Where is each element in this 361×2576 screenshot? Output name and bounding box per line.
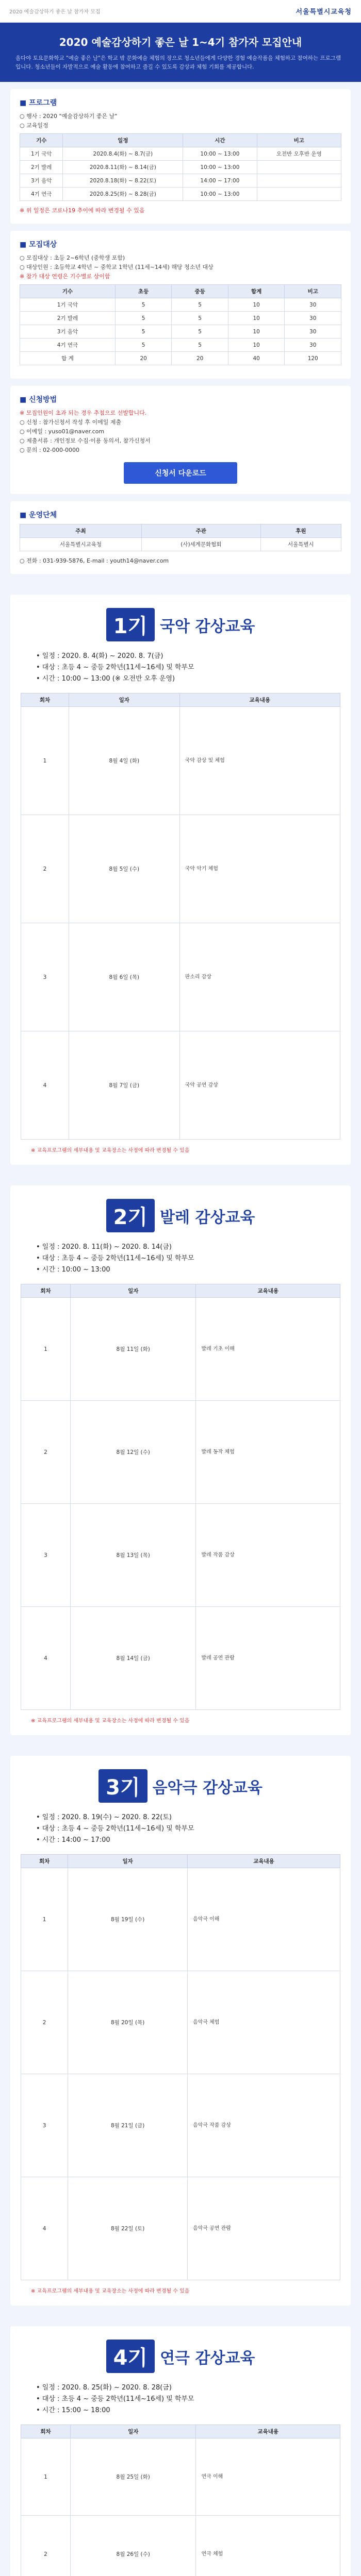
cell: [257, 174, 341, 188]
contact-section: [10, 501, 351, 574]
week-info-item: • 시간 : 10:00 ~ 13:00: [36, 1266, 110, 1274]
week-info-item: • 시간 : 15:00 ~ 18:00: [36, 2406, 110, 2414]
week-col: 일자: [70, 2425, 196, 2438]
week-info-item: • 일정 : 2020. 8. 25(화) ~ 2020. 8. 28(금): [36, 2384, 172, 2392]
cell: 5: [172, 338, 228, 352]
program-section: [10, 89, 351, 224]
cell: 5: [172, 312, 228, 325]
cell: 8월 26일 (수): [70, 2516, 196, 2576]
cell: 8월 11일 (화): [70, 1298, 196, 1401]
cell: 10:00 ~ 13:00: [183, 161, 257, 174]
cell: 2: [21, 1401, 71, 1504]
cell: 5: [115, 298, 172, 312]
contact-table: [20, 524, 341, 551]
apply-section: [10, 386, 351, 494]
table-row: [20, 298, 341, 312]
week-col: 일자: [68, 1855, 188, 1868]
cell: [257, 161, 341, 174]
apply-item: ○ 문의 : 02-000-0000: [20, 447, 79, 453]
week-table: [21, 1854, 340, 2280]
apply-item: ○ 이메일 : yuso01@naver.com: [20, 428, 105, 435]
week-footnote: ※ 교육프로그램의 세부내용 및 교육장소는 사정에 따라 변경될 수 있음: [31, 2289, 190, 2294]
week-title: 발레 감상교육: [160, 1208, 255, 1227]
cell: 1: [21, 707, 69, 815]
week-info-item: • 시간 : 14:00 ~ 17:00: [36, 1836, 110, 1844]
cell: 10: [228, 312, 285, 325]
cell: 발레 작품 감상: [196, 1504, 340, 1607]
cell: 2기 발레: [20, 312, 116, 325]
recruit-col: 기수: [20, 285, 116, 298]
table-row: [20, 338, 341, 352]
cell: 2020.8.11(화) ~ 8.14(금): [63, 161, 183, 174]
top-bar-title: 2020 예술감상하기 좋은 날 참가자 모집: [9, 9, 101, 15]
cell: 8월 21일 (금): [68, 2074, 188, 2177]
download-application-button[interactable]: 신청서 다운로드: [124, 462, 237, 484]
program-label-2: ○ 교육일정: [20, 122, 48, 129]
week-number: 3기: [99, 1769, 147, 1803]
cell: (사)세계문화협회: [141, 538, 260, 551]
recruit-item: ○ 모집대상 : 초등 2~6학년 (중학생 포함): [20, 255, 125, 261]
cell: 30: [285, 338, 341, 352]
recruit-item: ○ 대상인원 : 초등학교 4학년 ~ 중학교 1학년 (11세~14세) 해당 청소년 대상: [20, 264, 214, 270]
cell: 2: [21, 1971, 68, 2074]
cell: 4: [21, 1607, 71, 1710]
recruit-heading: ■ 모집대상: [20, 241, 57, 249]
cell: 5: [172, 298, 228, 312]
week-3-section: [10, 1756, 351, 2306]
cell: 4기 연극: [20, 338, 116, 352]
table-row: [20, 312, 341, 325]
cell: 10:00 ~ 13:00: [183, 147, 257, 161]
cell: 오전반 오후반 운영: [257, 147, 341, 161]
week-info-item: • 시간 : 10:00 ~ 13:00 (※ 오전반 오후 운영): [36, 675, 175, 683]
table-row: [21, 2438, 340, 2516]
cell: 10: [228, 298, 285, 312]
table-row: [20, 188, 341, 201]
cell: 4: [21, 2177, 68, 2280]
week-number: 2기: [106, 1199, 155, 1232]
cell: 10:00 ~ 13:00: [183, 188, 257, 201]
week-col: 회차: [21, 1284, 71, 1298]
recruit-item: ※ 참가 대상 연령은 기수별로 상이함: [20, 273, 110, 280]
week-info-item: • 대상 : 초등 4 ~ 중등 2학년(11세~16세) 및 학부모: [36, 1825, 194, 1833]
cell: 8월 7일 (금): [69, 1031, 179, 1140]
cell: 10: [228, 338, 285, 352]
table-row: [21, 2177, 340, 2280]
cell: 국악 악기 체험: [179, 815, 340, 923]
cell: 음악극 이해: [187, 1868, 340, 1971]
table-row: [21, 815, 340, 923]
cell: 1: [21, 1298, 71, 1401]
cell: 1기 국악: [20, 298, 116, 312]
week-title: 연극 감상교육: [160, 2349, 255, 2367]
cell: 8월 14일 (금): [70, 1607, 196, 1710]
cell: 1: [21, 1868, 68, 1971]
cell: 8월 6일 (목): [69, 923, 179, 1031]
recruit-section: [10, 231, 351, 379]
apply-item: ○ 제출서류 : 개인정보 수집·이용 동의서, 참가신청서: [20, 437, 151, 444]
recruit-col: 비고: [285, 285, 341, 298]
week-1-section: [10, 595, 351, 1165]
week-col: 교육내용: [196, 2425, 340, 2438]
cell: 합 계: [20, 352, 116, 365]
week-title: 음악극 감상교육: [152, 1778, 262, 1797]
cell: 연극 이해: [196, 2438, 340, 2516]
cell: 2020.8.18(화) ~ 8.22(토): [63, 174, 183, 188]
week-info-item: • 대상 : 초등 4 ~ 중등 2학년(11세~16세) 및 학부모: [36, 2395, 194, 2403]
cell: 30: [285, 325, 341, 338]
cell: 5: [115, 325, 172, 338]
week-number: 4기: [106, 2340, 155, 2373]
apply-heading: ■ 신청방법: [20, 396, 57, 404]
week-col: 회차: [21, 693, 69, 707]
week-number: 1기: [106, 608, 155, 641]
cell: 8월 25일 (화): [70, 2438, 196, 2516]
cell: 8월 5일 (수): [69, 815, 179, 923]
top-logo: 서울특별시교육청: [296, 8, 352, 16]
program-col: 비고: [257, 134, 341, 147]
hero-description: 올다야 토요문화학교 "예술 좋은 날"은 학교 밖 문화예술 체험의 장으로 청소년들에게 다양한 경험 예술작품을 체험하고 참여하는 프로그램입니다. 청소년들이 자발적으로 예술 활동에 참여하고 즐길 수 있도록 감상과 체험 기회를 제공합니다.: [15, 55, 341, 70]
week-footnote: ※ 교육프로그램의 세부내용 및 교육장소는 사정에 따라 변경될 수 있음: [31, 1148, 190, 1154]
cell: 판소리 감상: [179, 923, 340, 1031]
week-4-section: [10, 2326, 351, 2576]
week-col: 일자: [70, 1284, 196, 1298]
table-row: [21, 923, 340, 1031]
week-col: 회차: [21, 1855, 68, 1868]
page-title: 2020 예술감상하기 좋은 날 1~4기 참가자 모집안내: [59, 36, 302, 48]
recruit-col: 합계: [228, 285, 285, 298]
program-col: 시간: [183, 134, 257, 147]
table-row: [20, 538, 341, 551]
cell: 발레 동작 체험: [196, 1401, 340, 1504]
cell: [257, 188, 341, 201]
week-footnote: ※ 교육프로그램의 세부내용 및 교육장소는 사정에 따라 변경될 수 있음: [31, 1718, 190, 1724]
contact-col: 주관: [141, 524, 260, 538]
contact-phone: ○ 전화 : 031-939-5876, E-mail : youth14@naver.com: [20, 557, 169, 564]
week-title: 국악 감상교육: [160, 617, 255, 636]
cell: 3: [21, 2074, 68, 2177]
cell: 발레 기초 이해: [196, 1298, 340, 1401]
table-row: [21, 2074, 340, 2177]
week-table: [21, 2425, 340, 2576]
week-info-item: • 대상 : 초등 4 ~ 중등 2학년(11세~16세) 및 학부모: [36, 1255, 194, 1262]
cell: 2: [21, 2516, 71, 2576]
cell: 2020.8.4(화) ~ 8.7(금): [63, 147, 183, 161]
week-info-item: • 일정 : 2020. 8. 19(수) ~ 2020. 8. 22(토): [36, 1814, 172, 1821]
cell: 8월 22일 (토): [68, 2177, 188, 2280]
hero-banner: [0, 23, 361, 82]
cell: 8월 19일 (수): [68, 1868, 188, 1971]
table-row: [21, 1971, 340, 2074]
cell: 8월 12일 (수): [70, 1401, 196, 1504]
table-row: [20, 147, 341, 161]
week-info-item: • 대상 : 초등 4 ~ 중등 2학년(11세~16세) 및 학부모: [36, 664, 194, 671]
cell: 5: [172, 325, 228, 338]
cell: 8월 4일 (화): [69, 707, 179, 815]
week-col: 교육내용: [196, 1284, 340, 1298]
recruit-col: 초등: [115, 285, 172, 298]
week-info-item: • 일정 : 2020. 8. 4(화) ~ 2020. 8. 7(금): [36, 652, 163, 660]
cell: 서울특별시: [260, 538, 341, 551]
program-table: [20, 133, 341, 201]
cell: 30: [285, 298, 341, 312]
apply-item: ※ 모집인원이 초과 되는 경우 추첨으로 선발합니다.: [20, 410, 147, 416]
cell: 8월 13일 (목): [70, 1504, 196, 1607]
cell: 음악극 체험: [187, 1971, 340, 2074]
cell: 40: [228, 352, 285, 365]
cell: 4: [21, 1031, 69, 1140]
week-table: [21, 693, 340, 1140]
cell: 2: [21, 815, 69, 923]
table-row: [21, 1868, 340, 1971]
table-total-row: [20, 352, 341, 365]
cell: 발레 공연 관람: [196, 1607, 340, 1710]
cell: 5: [115, 338, 172, 352]
cell: 국악 공연 감상: [179, 1031, 340, 1140]
cell: 8월 20일 (목): [68, 1971, 188, 2074]
cell: 14:00 ~ 17:00: [183, 174, 257, 188]
week-col: 회차: [21, 2425, 71, 2438]
contact-col: 후원: [260, 524, 341, 538]
week-col: 일자: [69, 693, 179, 707]
cell: 120: [285, 352, 341, 365]
table-row: [20, 174, 341, 188]
cell: 10: [228, 325, 285, 338]
cell: 20: [115, 352, 172, 365]
cell: 3: [21, 923, 69, 1031]
recruit-col: 중등: [172, 285, 228, 298]
top-bar: [0, 0, 361, 23]
table-row: [20, 325, 341, 338]
program-heading: ■ 프로그램: [20, 99, 57, 107]
cell: 2020.8.25(화) ~ 8.28(금): [63, 188, 183, 201]
table-row: [20, 161, 341, 174]
cell: 4기 연극: [20, 188, 63, 201]
cell: 2기 발레: [20, 161, 63, 174]
contact-heading: ■ 운영단체: [20, 511, 57, 519]
cell: 3기 음악: [20, 174, 63, 188]
table-row: [21, 1504, 340, 1607]
program-col: 기수: [20, 134, 63, 147]
program-label-1: ○ 행사 : 2020 "예술감상하기 좋은 날": [20, 113, 118, 120]
table-row: [21, 707, 340, 815]
table-row: [21, 1298, 340, 1401]
contact-col: 주최: [20, 524, 142, 538]
cell: 20: [172, 352, 228, 365]
apply-item: ○ 신청 : 참가신청서 작성 후 이메일 제출: [20, 419, 122, 426]
recruit-table: [20, 284, 341, 365]
cell: 서울특별시교육청: [20, 538, 142, 551]
cell: 5: [115, 312, 172, 325]
cell: 국악 감상 및 체험: [179, 707, 340, 815]
week-2-section: [10, 1185, 351, 1735]
cell: 1: [21, 2438, 71, 2516]
cell: 3: [21, 1504, 71, 1607]
week-col: 교육내용: [179, 693, 340, 707]
table-row: [21, 1401, 340, 1504]
week-col: 교육내용: [187, 1855, 340, 1868]
cell: 1기 국악: [20, 147, 63, 161]
week-info-item: • 일정 : 2020. 8. 11(화) ~ 2020. 8. 14(금): [36, 1243, 172, 1251]
table-row: [21, 1031, 340, 1140]
table-row: [21, 2516, 340, 2576]
cell: 음악극 작품 감상: [187, 2074, 340, 2177]
cell: 30: [285, 312, 341, 325]
program-col: 일정: [63, 134, 183, 147]
cell: 3기 음악: [20, 325, 116, 338]
table-row: [21, 1607, 340, 1710]
program-note: ※ 위 일정은 코로나19 추이에 따라 변경될 수 있음: [20, 207, 145, 214]
week-table: [21, 1284, 340, 1710]
cell: 음악극 공연 관람: [187, 2177, 340, 2280]
cell: 연극 체험: [196, 2516, 340, 2576]
